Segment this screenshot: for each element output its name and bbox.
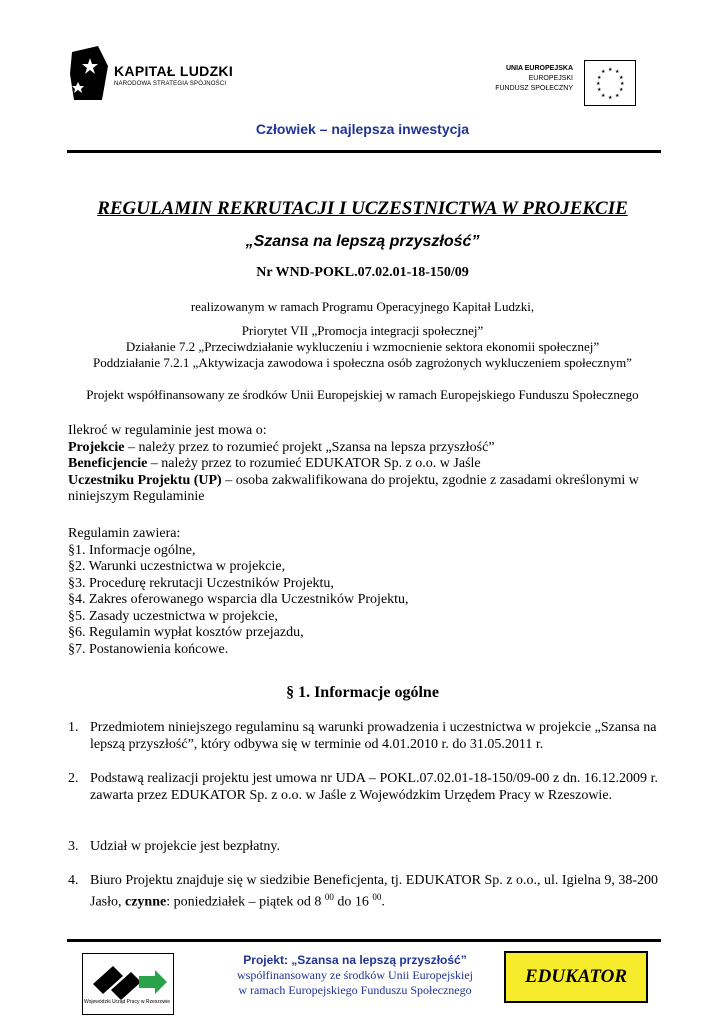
item-text: Udział w projekcie jest bezpłatny. [90, 839, 280, 854]
definition-text: – należy przez to rozumieć EDUKATOR Sp. z o.o. w Jaśle [147, 456, 481, 471]
section-item [68, 770, 658, 804]
contents-item: §7. Postanowienia końcowe. [68, 641, 229, 657]
item-number: 3. [68, 839, 79, 854]
item-text: Przedmiotem niniejszego regulaminu są warunki prowadzenia i uczestnictwa w projekcie „Szansa na lepszą przyszłość”, który odbywa się w terminie od 4.01.2010 r. do 31.05.2011 r. [90, 720, 657, 752]
ue-line2: EUROPEJSKI [528, 75, 573, 82]
definition-participant [68, 473, 668, 506]
item-sup: 00 [324, 892, 334, 902]
svg-text:★: ★ [597, 75, 602, 81]
definition-term: Beneficjencie [68, 456, 148, 471]
svg-text:★: ★ [615, 69, 620, 75]
definitions-intro: Ilekroć w regulaminie jest mowa o: [68, 423, 267, 438]
item-text [90, 872, 658, 911]
item-text: Podstawą realizacji projektu jest umowa nr UDA – POKL.07.02.01-18-150/09-00 z dn. 16.12.2009 r. zawarta przez EDUKATOR Sp. z o.o. w Jaśle z Wojewódzkim Urzędem Pracy w Rzeszowie. [90, 771, 658, 803]
section-item [68, 838, 658, 855]
header-divider [67, 150, 661, 153]
contents-item: §4. Zakres oferowanego wsparcia dla Uczestników Projektu, [68, 592, 409, 607]
svg-text:★: ★ [619, 75, 624, 81]
definition-project [68, 440, 668, 457]
item-text-part: . [381, 894, 385, 910]
contents-item: §1. Informacje ogólne, [68, 542, 196, 558]
footer-divider [67, 939, 661, 942]
item-number: 4. [68, 873, 79, 888]
svg-text:★: ★ [620, 81, 625, 87]
poddzialanie-line: Poddziałanie 7.2.1 „Aktywizacja zawodowa i społeczna osób zagrożonych wykluczeniem społecznym” [93, 355, 632, 370]
definition-text: – osoba zakwalifikowana do projektu, zgodnie z zasadami określonymi w niniejszym Regulaminie [68, 472, 639, 504]
svg-text:★: ★ [596, 81, 601, 87]
definitions [68, 423, 668, 506]
ue-text [478, 64, 573, 94]
contents-item: §5. Zasady uczestnictwa w projekcie, [68, 608, 278, 624]
item-text-part: do 16 [333, 894, 373, 910]
item-bold: czynne [125, 894, 167, 910]
item-number: 2. [68, 771, 79, 786]
contents-item: §2. Warunki uczestnictwa w projekcie, [68, 559, 286, 574]
wup-name: Wojewódzki Urząd Pracy w Rzeszowie [83, 999, 171, 1005]
document-subtitle: „Szansa na lepszą przyszłość” [245, 233, 480, 250]
item-sup: 00 [372, 892, 382, 902]
contents-intro: Regulamin zawiera: [68, 526, 181, 541]
footer-line2: współfinansowany ze środków Unii Europejskiej [237, 968, 473, 982]
realized-line: realizowanym w ramach Programu Operacyjnego Kapitał Ludzki, [190, 299, 535, 314]
svg-text:★: ★ [601, 69, 606, 75]
definition-term: Uczestniku Projektu (UP) [68, 472, 222, 488]
eu-flag-icon [584, 60, 636, 106]
definition-beneficiary [68, 456, 668, 473]
footer-line3: w ramach Europejskiego Funduszu Społecznego [238, 983, 472, 997]
section-item [68, 872, 658, 911]
project-number: Nr WND-POKL.07.02.01-18-150/09 [256, 265, 469, 280]
edukator-logo: EDUKATOR [504, 951, 648, 1003]
document-title: REGULAMIN REKRUTACJI I UCZESTNICTWA W PROJEKCIE [97, 198, 628, 219]
contents-item: §3. Procedurę rekrutacji Uczestników Projektu, [68, 575, 334, 591]
section-item [68, 719, 658, 753]
footer-project: Projekt: „Szansa na lepszą przyszłość” [243, 953, 467, 967]
definition-text: – należy przez to rozumieć projekt „Szansa na lepsza przyszłość” [124, 439, 495, 455]
section-heading: § 1. Informacje ogólne [286, 684, 439, 701]
dzialanie-line: Działanie 7.2 „Przeciwdziałanie wykluczeniu i wzmocnienie sektora ekonomii społecznej” [125, 339, 600, 354]
definition-term: Projekcie [68, 439, 125, 455]
ue-line3: FUNDUSZ SPOŁECZNY [495, 85, 573, 92]
wup-logo [82, 953, 174, 1015]
ue-line1: UNIA EUROPEJSKA [505, 65, 573, 72]
svg-text:★: ★ [615, 93, 620, 99]
svg-text:★: ★ [601, 93, 606, 99]
svg-text:★: ★ [608, 67, 613, 73]
cofinanced-line: Projekt współfinansowany ze środków Unii Europejskiej w ramach Europejskiego Funduszu Społecznego [86, 387, 639, 402]
kl-subtitle: NARODOWA STRATEGIA SPÓJNOŚCI [114, 81, 227, 87]
contents [68, 526, 668, 658]
svg-text:★: ★ [597, 87, 602, 93]
item-number: 1. [68, 720, 79, 735]
item-text-part: : poniedziałek – piątek od 8 [166, 894, 325, 910]
footer-cofinanced [180, 968, 530, 998]
svg-text:★: ★ [608, 95, 613, 101]
kl-title: KAPITAŁ LUDZKI [114, 63, 234, 79]
contents-item: §6. Regulamin wypłat kosztów przejazdu, [68, 625, 304, 640]
item-text-part: Biuro Projektu znajduje się w siedzibie Beneficjenta, tj. EDUKATOR Sp. z o.o., ul. Igielna 9, 38-200 Jasło, [90, 873, 658, 910]
motto: Człowiek – najlepsza inwestycja [255, 121, 470, 137]
svg-text:★: ★ [619, 87, 624, 93]
priorytet-line: Priorytet VII „Promocja integracji społecznej” [241, 323, 484, 338]
